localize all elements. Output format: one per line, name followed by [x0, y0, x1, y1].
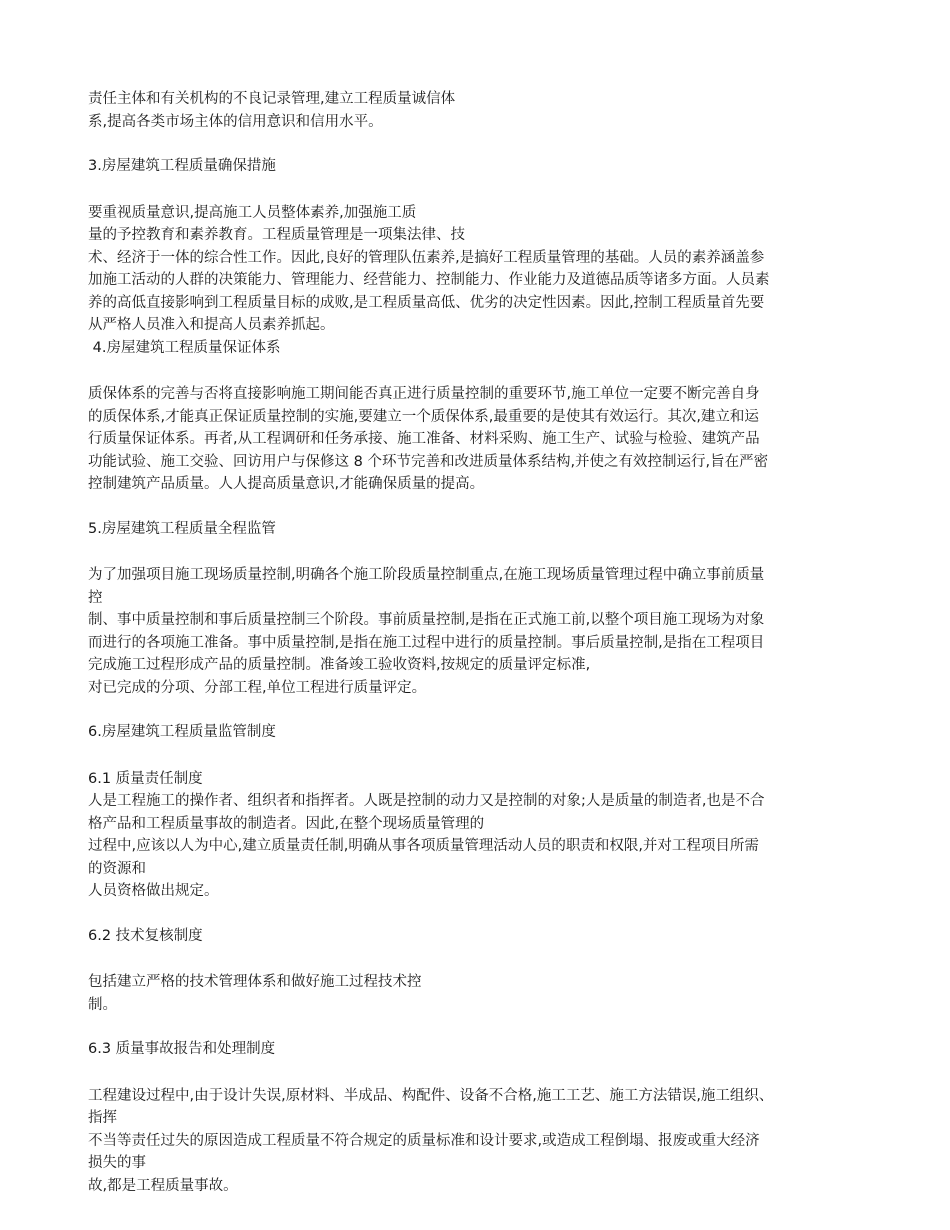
text-line: 行质量保证体系。再者,从工程调研和任务承接、施工准备、材料采购、施工生产、试验与检验、建筑产品 — [88, 431, 760, 447]
text-line: 责任主体和有关机构的不良记录管理,建立工程质量诚信体 — [88, 91, 456, 107]
text-line: 过程中,应该以人为中心,建立质量责任制,明确从事各项质量管理活动人员的职责和权限,并对工程项目所需 — [88, 838, 759, 854]
section-heading-5: 5.房屋建筑工程质量全程监管 — [88, 520, 276, 537]
text-line: 制、事中质量控制和事后质量控制三个阶段。事前质量控制,是指在正式施工前,以整个项目施工现场为对象 — [88, 612, 765, 628]
text-line: 工程建设过程中,由于设计失误,原材料、半成品、构配件、设备不合格,施工工艺、施工方法错误,施工组织、 — [88, 1087, 774, 1104]
text-line: 故,都是工程质量事故。 — [88, 1177, 238, 1194]
text-line: 为了加强项目施工现场质量控制,明确各个施工阶段质量控制重点,在施工现场质量管理过程中确立事前质量 — [88, 567, 765, 583]
text-line: 加施工活动的人群的决策能力、管理能力、经营能力、控制能力、作业能力及道德品质等诸多方面。人员素 — [88, 272, 770, 288]
text-line: 从严格人员准入和提高人员素养抓起。 — [88, 317, 335, 333]
text-line: 术、经济于一体的综合性工作。因此,良好的管理队伍素养,是搞好工程质量管理的基础。人员的素养涵盖参 — [88, 249, 765, 266]
text-line: 指挥 — [88, 1110, 117, 1126]
subsection-heading-6-3: 6.3 质量事故报告和处理制度 — [88, 1041, 276, 1057]
text-line: 完成施工过程形成产品的质量控制。准备竣工验收资料,按规定的质量评定标准, — [88, 657, 591, 673]
text-line: 不当等责任过失的原因造成工程质量不符合规定的质量标准和设计要求,或造成工程倒塌、报废或重大经济 — [88, 1132, 760, 1149]
text-line: 格产品和工程质量事故的制造者。因此,在整个现场质量管理的 — [88, 815, 485, 832]
section-heading-6: 6.房屋建筑工程质量监管制度 — [88, 724, 276, 740]
section-heading-4: 4.房屋建筑工程质量保证体系 — [88, 339, 281, 356]
text-line: 包括建立严格的技术管理体系和做好施工过程技术控 — [88, 974, 422, 990]
text-line: 功能试验、施工交验、回访用户与保修这 8 个环节完善和改进质量体系结构,并使之有效控制运行,旨在严密 — [88, 453, 769, 470]
document-page — [88, 88, 878, 1219]
text-line: 人员资格做出规定。 — [88, 883, 219, 899]
paragraph-quality-responsibility — [88, 768, 878, 903]
text-line: 控 — [88, 589, 103, 606]
subsection-heading-6-2: 6.2 技术复核制度 — [88, 927, 203, 944]
text-line: 量的予控教育和素养教育。工程质量管理是一项集法律、技 — [88, 227, 465, 243]
paragraph-integrity-system — [88, 88, 878, 133]
paragraph-full-process-supervision — [88, 564, 878, 699]
text-line: 质保体系的完善与否将直接影响施工期间能否真正进行质量控制的重要环节,施工单位一定要不断完善自身 — [88, 386, 760, 402]
text-line: 的资源和 — [88, 860, 146, 877]
subsection-heading-6-1: 6.1 质量责任制度 — [88, 770, 203, 787]
text-line: 人是工程施工的操作者、组织者和指挥者。人既是控制的动力又是控制的对象;人是质量的制造者,也是不合 — [88, 793, 765, 809]
text-line: 要重视质量意识,提高施工人员整体素养,加强施工质 — [88, 204, 417, 221]
paragraph-quality-assurance-system — [88, 383, 878, 496]
text-line: 对已完成的分项、分部工程,单位工程进行质量评定。 — [88, 679, 427, 696]
section-heading-3: 3.房屋建筑工程质量确保措施 — [88, 158, 276, 174]
text-line: 系,提高各类市场主体的信用意识和信用水平。 — [88, 113, 383, 130]
paragraph-technical-review — [88, 971, 878, 1016]
text-line: 损失的事 — [88, 1155, 146, 1171]
text-line: 的质保体系,才能真正保证质量控制的实施,要建立一个质保体系,最重要的是使其有效运行。其次,建立和运 — [88, 408, 759, 425]
text-line: 控制建筑产品质量。人人提高质量意识,才能确保质量的提高。 — [88, 476, 485, 492]
text-line: 制。 — [88, 996, 117, 1013]
text-line: 养的高低直接影响到工程质量目标的成败,是工程质量高低、优劣的决定性因素。因此,控制工程质量首先要 — [88, 294, 765, 311]
text-line: 而进行的各项施工准备。事中质量控制,是指在施工过程中进行的质量控制。事后质量控制,是指在工程项目 — [88, 634, 765, 651]
paragraph-accident-reporting — [88, 1085, 878, 1198]
paragraph-quality-measures — [88, 202, 878, 337]
